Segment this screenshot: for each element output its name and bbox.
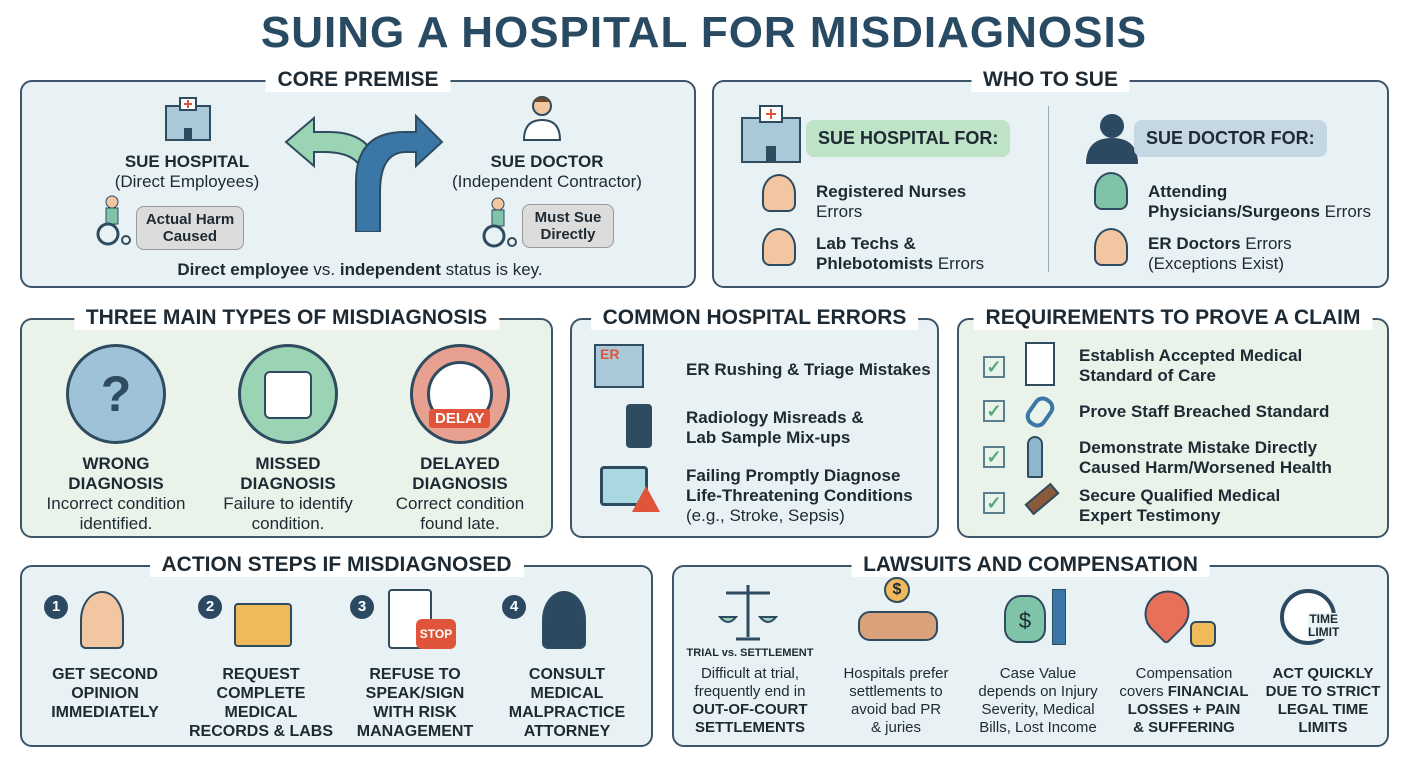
checkbox-checked: ✓	[983, 446, 1005, 468]
checkbox-checked: ✓	[983, 356, 1005, 378]
nurse-icon	[762, 174, 796, 212]
lab-tech-icon	[762, 228, 796, 266]
step-label: REFUSE TO SPEAK/SIGN WITH RISK MANAGEMENT	[356, 666, 474, 740]
doctor-item: ER Doctors Errors (Exceptions Exist)	[1148, 234, 1292, 273]
split-arrows-icon	[284, 102, 444, 232]
step-label: GET SECOND OPINION IMMEDIATELY	[51, 666, 159, 721]
surgeon-icon	[1094, 172, 1128, 210]
hospital-icon	[160, 96, 216, 142]
requirement-item: Establish Accepted Medical Standard of Care	[1079, 346, 1303, 385]
section-title: LAWSUITS AND COMPENSATION	[851, 553, 1210, 577]
type-missed: MISSED DIAGNOSIS Failure to identify condition.	[223, 454, 353, 533]
actual-harm-bubble: Actual Harm Caused	[136, 206, 244, 250]
clock-delay-icon	[410, 344, 510, 444]
coin-icon: $	[884, 577, 910, 603]
section-title: ACTION STEPS IF MISDIAGNOSED	[149, 553, 523, 577]
checkbox-checked: ✓	[983, 492, 1005, 514]
up-arrow-icon	[1052, 589, 1066, 645]
section-title: COMMON HOSPITAL ERRORS	[591, 306, 919, 330]
stop-sign-icon: STOP	[416, 619, 456, 649]
trial-caption: TRIAL vs. SETTLEMENT	[686, 647, 814, 659]
section-title: CORE PREMISE	[265, 68, 450, 92]
requirement-item: Demonstrate Mistake Directly Caused Harm/Worsened Health	[1079, 438, 1332, 477]
wheelchair-icon	[90, 194, 136, 246]
doctor-silhouette-icon	[1084, 110, 1140, 166]
who-to-sue-panel	[712, 68, 1389, 288]
requirement-item: Prove Staff Breached Standard	[1079, 402, 1330, 421]
attorney-scales-icon	[542, 591, 586, 649]
money-bag-icon: $	[1004, 595, 1046, 643]
types-panel	[20, 306, 553, 538]
sue-doctor-label: SUE DOCTOR	[490, 152, 604, 171]
step-number: 2	[198, 595, 222, 619]
doctor-question-icon	[80, 591, 124, 649]
requirement-item: Secure Qualified Medical Expert Testimony	[1079, 486, 1281, 525]
time-limit-tag: TIME LIMIT	[1308, 612, 1340, 639]
wheelchair-icon	[476, 196, 522, 248]
lawsuit-item: Case Value depends on Injury Severity, Medical Bills, Lost Income	[978, 665, 1098, 736]
divider	[1048, 106, 1049, 272]
requirements-panel	[957, 306, 1389, 538]
folder-documents-icon	[234, 603, 292, 647]
page-title: SUING A HOSPITAL FOR MISDIAGNOSIS	[260, 8, 1148, 57]
handshake-icon	[858, 611, 938, 641]
core-premise-panel	[20, 68, 696, 288]
doctor-icon	[522, 94, 562, 142]
step-label: REQUEST COMPLETE MEDICAL RECORDS & LABS	[188, 666, 333, 740]
step-number: 3	[350, 595, 374, 619]
delay-tag: DELAY	[429, 409, 490, 428]
hospital-item: Lab Techs & Phlebotomists Errors	[816, 234, 985, 273]
section-title: WHO TO SUE	[971, 68, 1130, 92]
actions-panel	[20, 553, 653, 747]
hospital-item: Registered Nurses Errors	[816, 182, 967, 221]
checkbox-checked: ✓	[983, 400, 1005, 422]
broken-chain-icon	[1022, 393, 1058, 432]
gavel-icon	[1024, 483, 1059, 516]
errors-panel	[570, 306, 939, 538]
hospital-icon	[736, 104, 806, 164]
sue-hospital-pill: SUE HOSPITAL FOR:	[806, 120, 1010, 157]
question-head-icon: ?	[66, 344, 166, 444]
step-label: CONSULT MEDICAL MALPRACTICE ATTORNEY	[508, 666, 626, 740]
document-pen-icon	[1025, 342, 1055, 386]
er-running-icon: ER	[594, 344, 644, 388]
step-number: 1	[44, 595, 68, 619]
step-number: 4	[502, 595, 526, 619]
person-arrow-icon	[1027, 436, 1043, 478]
warning-icon	[632, 486, 660, 512]
er-doctor-icon	[1094, 228, 1128, 266]
sue-doctor-pill: SUE DOCTOR FOR:	[1134, 120, 1327, 157]
coin-stack-icon	[1190, 621, 1216, 647]
puzzle-piece-icon	[238, 344, 338, 444]
error-item: Failing Promptly Diagnose Life-Threatening Conditions (e.g., Stroke, Sepsis)	[686, 466, 913, 525]
sue-doctor-sub: (Independent Contractor)	[452, 172, 642, 191]
sue-hospital-sub: (Direct Employees)	[114, 172, 260, 191]
error-item: Radiology Misreads & Lab Sample Mix-ups	[686, 408, 864, 447]
type-delayed: DELAYED DIAGNOSIS Correct condition found late.	[395, 454, 525, 533]
lawsuit-item: Compensation covers FINANCIAL LOSSES + PAIN & SUFFERING	[1119, 665, 1249, 736]
doctor-item: Attending Physicians/Surgeons Errors	[1148, 182, 1371, 221]
lawsuit-item: Difficult at trial, frequently end in OUT-OF-COURT SETTLEMENTS	[692, 665, 808, 736]
scales-of-justice-icon	[718, 581, 778, 643]
error-item: ER Rushing & Triage Mistakes	[686, 360, 931, 379]
sue-hospital-label: SUE HOSPITAL	[124, 152, 250, 171]
section-title: THREE MAIN TYPES OF MISDIAGNOSIS	[74, 306, 499, 330]
microscope-xray-icon	[626, 404, 652, 448]
section-title: REQUIREMENTS TO PROVE A CLAIM	[974, 306, 1373, 330]
lawsuit-item: ACT QUICKLY DUE TO STRICT LEGAL TIME LIMITS	[1265, 665, 1381, 736]
core-footer: Direct employee vs. independent status is key.	[177, 260, 543, 279]
type-wrong: WRONG DIAGNOSIS Incorrect condition identified.	[46, 454, 186, 533]
must-sue-bubble: Must Sue Directly	[522, 204, 614, 248]
lawsuits-panel	[672, 553, 1389, 747]
lawsuit-item: Hospitals prefer settlements to avoid bad PR & juries	[843, 665, 949, 736]
